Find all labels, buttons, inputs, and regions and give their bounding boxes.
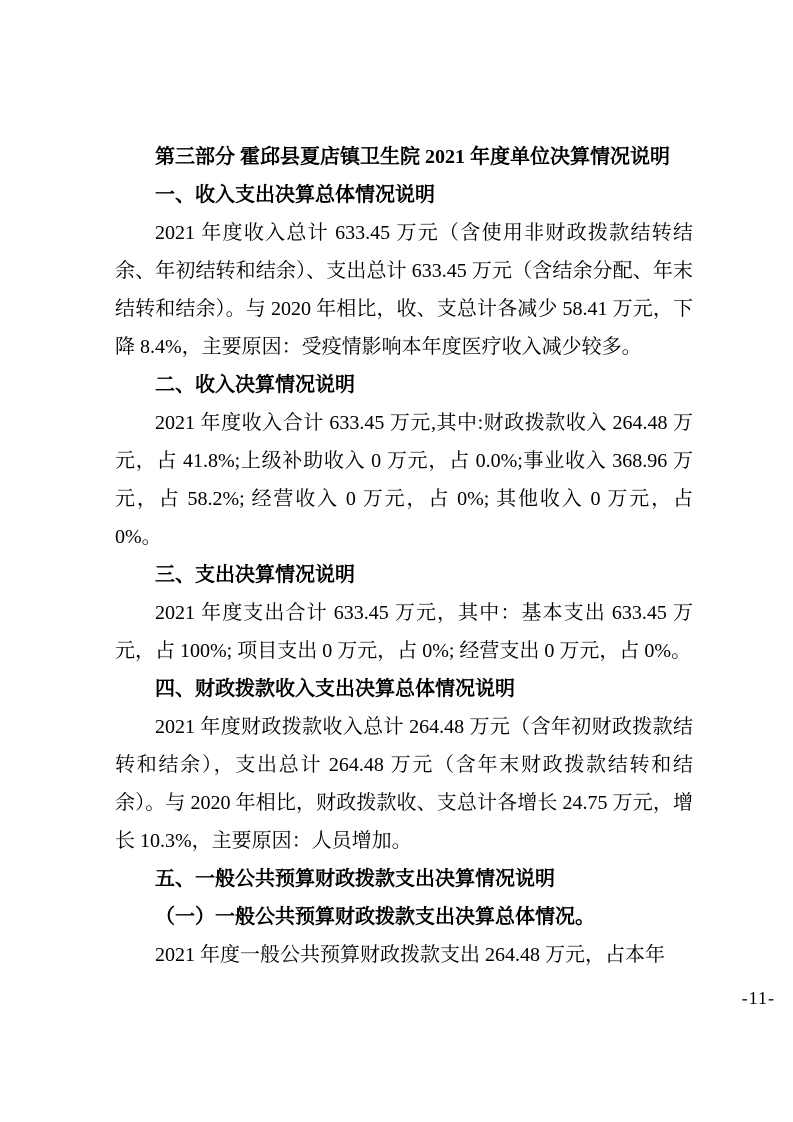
page-number: -11- (741, 988, 775, 1008)
section-heading-5: 五、一般公共预算财政拨款支出决算情况说明 (155, 868, 555, 890)
paragraph-income-detail: 2021 年度收入合计 633.45 万元,其中:财政拨款收入 264.48 万元，占 41.8%;上级补助收入 0 万元，占 0.0%;事业收入 368.96 万元，占 58.2%; 经营收入 0 万元，占 0%; 其他收入 0 万元，占 0%。 (115, 412, 693, 548)
section-heading-4: 四、财政拨款收入支出决算总体情况说明 (155, 678, 515, 700)
document-title: 第三部分 霍邱县夏店镇卫生院 2021 年度单位决算情况说明 (155, 146, 670, 168)
section-heading-1: 一、收入支出决算总体情况说明 (155, 184, 435, 206)
paragraph-fiscal-detail: 2021 年度财政拨款收入总计 264.48 万元（含年初财政拨款结转和结余），支出总计 264.48 万元（含年末财政拨款结转和结余）。与 2020 年相比，财政拨款收、支总计各增长 24.75 万元，增长 10.3%，主要原因：人员增加。 (115, 716, 693, 852)
paragraph-income-expense: 2021 年度收入总计 633.45 万元（含使用非财政拨款结转结余、年初结转和结余）、支出总计 633.45 万元（含结余分配、年末结转和结余）。与 2020 年相比，收、支总计各减少 58.41 万元，下降 8.4%，主要原因：受疫情影响本年度医疗收入减少较多。 (115, 222, 693, 358)
section-heading-3: 三、支出决算情况说明 (155, 564, 355, 586)
section-heading-2: 二、收入决算情况说明 (155, 374, 355, 396)
document-body (115, 138, 693, 974)
paragraph-expense-detail: 2021 年度支出合计 633.45 万元，其中：基本支出 633.45 万元，占 100%; 项目支出 0 万元，占 0%; 经营支出 0 万元，占 0%。 (115, 602, 693, 662)
subsection-heading-5-1: （一）一般公共预算财政拨款支出决算总体情况。 (155, 906, 595, 928)
paragraph-budget-partial: 2021 年度一般公共预算财政拨款支出 264.48 万元，占本年 (155, 944, 665, 966)
